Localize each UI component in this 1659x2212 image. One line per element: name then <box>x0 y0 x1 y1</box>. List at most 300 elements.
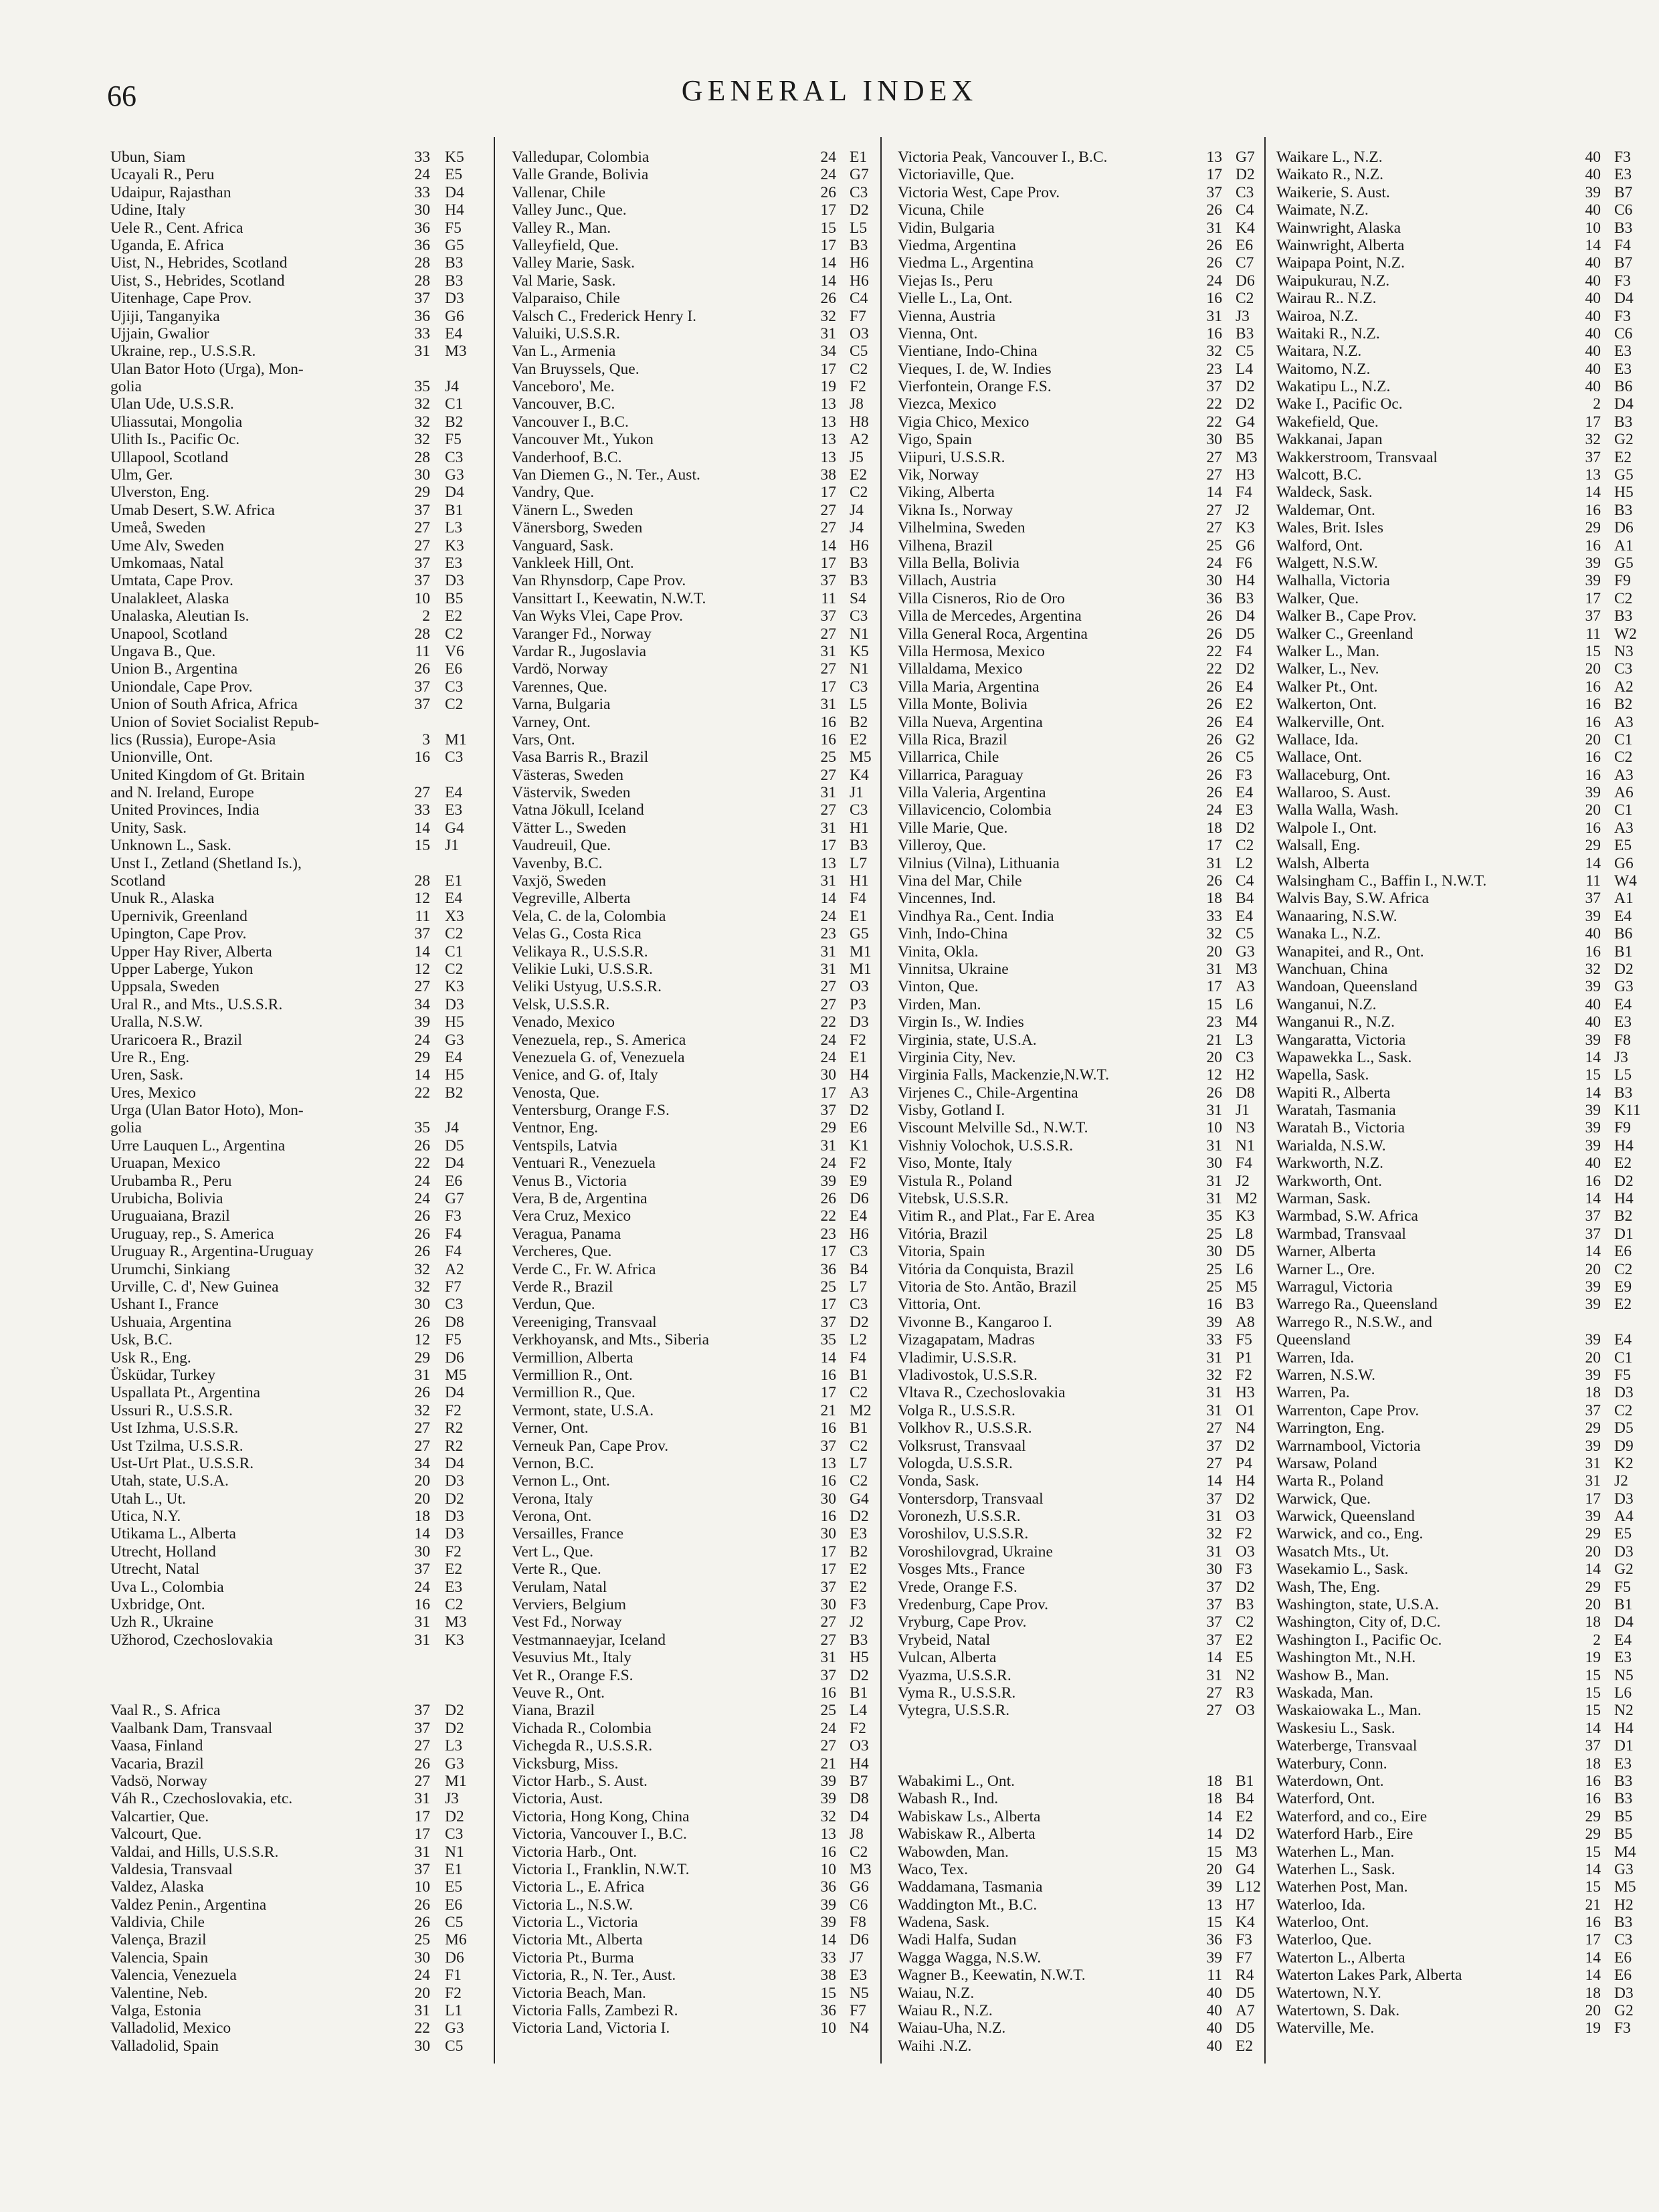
entry-page: 39 <box>1585 1366 1601 1384</box>
page-number: 66 <box>107 80 136 112</box>
entry-name: Vaalbank Dam, Transvaal <box>110 1719 273 1737</box>
entry-name: Waimate, N.Z. <box>1276 201 1369 219</box>
entry-page: 18 <box>1585 1984 1601 2002</box>
entry-page: 31 <box>414 2002 430 2020</box>
entry-name: Waiau-Uha, N.Z. <box>898 2019 1006 2037</box>
entry-grid-ref: C2 <box>1614 1260 1633 1278</box>
index-entry <box>110 1084 485 1102</box>
entry-page: 25 <box>1206 536 1222 555</box>
index-entry <box>898 466 1272 484</box>
index-entry <box>898 1314 1272 1331</box>
entry-name: Walpole I., Ont. <box>1276 819 1377 837</box>
index-entry <box>1276 1102 1651 1119</box>
index-entry <box>898 1613 1272 1631</box>
entry-name: Ussuri R., U.S.S.R. <box>110 1401 233 1419</box>
entry-name: Vienna, Austria <box>898 307 996 325</box>
entry-page: 23 <box>1206 1013 1222 1031</box>
index-entry <box>1276 449 1651 466</box>
entry-grid-ref: H1 <box>850 872 869 890</box>
entry-grid-ref: J2 <box>1236 1172 1250 1190</box>
index-entry <box>512 801 886 819</box>
entry-grid-ref: L12 <box>1236 1878 1261 1896</box>
entry-grid-ref: C3 <box>850 678 868 696</box>
entry-grid-ref: C2 <box>850 484 868 502</box>
entry-grid-ref: G3 <box>1614 978 1634 996</box>
entry-name: Warren, N.S.W. <box>1276 1366 1375 1384</box>
entry-page: 28 <box>414 872 430 890</box>
entry-grid-ref: C6 <box>850 1896 868 1914</box>
index-entry <box>1276 166 1651 183</box>
index-entry <box>110 201 485 219</box>
entry-name: Venice, and G. of, Italy <box>512 1066 658 1084</box>
entry-grid-ref: E2 <box>850 1578 868 1596</box>
index-entry <box>512 1631 886 1649</box>
entry-page: 34 <box>820 342 836 361</box>
index-entry <box>110 148 485 166</box>
entry-grid-ref: F2 <box>445 1542 462 1561</box>
entry-page: 39 <box>1585 1331 1601 1349</box>
entry-grid-ref: E2 <box>1614 1296 1632 1314</box>
entry-name: Veragua, Panama <box>512 1225 621 1243</box>
entry-name: Vitória da Conquista, Brazil <box>898 1260 1074 1278</box>
index-entry <box>898 1790 1272 1807</box>
entry-name: Waterberge, Transvaal <box>1276 1737 1418 1755</box>
index-entry <box>512 1843 886 1861</box>
entry-page: 17 <box>1206 978 1222 996</box>
index-entry <box>898 1013 1272 1031</box>
index-entry <box>110 1667 485 1684</box>
entry-page: 37 <box>1585 890 1601 908</box>
entry-grid-ref: F7 <box>445 1278 462 1296</box>
entry-name: Vikna Is., Norway <box>898 501 1013 519</box>
entry-name: Wapawekka L., Sask. <box>1276 1048 1412 1066</box>
entry-page: 17 <box>1585 1931 1601 1949</box>
index-entry <box>512 1790 886 1807</box>
entry-grid-ref: F2 <box>850 1719 866 1737</box>
entry-grid-ref: A7 <box>1236 2002 1255 2020</box>
entry-page: 32 <box>1206 342 1222 361</box>
index-entry <box>512 943 886 961</box>
entry-grid-ref: H3 <box>1236 1384 1255 1402</box>
index-entry <box>110 484 485 501</box>
entry-name: Wallace, Ida. <box>1276 730 1359 748</box>
index-entry <box>898 996 1272 1013</box>
index-entry <box>1276 678 1651 696</box>
entry-name: Warner L., Ore. <box>1276 1260 1375 1278</box>
entry-grid-ref: D6 <box>445 1948 464 1967</box>
entry-page: 27 <box>1206 1702 1222 1720</box>
entry-grid-ref: D4 <box>1614 1613 1634 1631</box>
index-entry <box>110 395 485 413</box>
entry-page: 34 <box>414 995 430 1013</box>
index-entry <box>110 925 485 942</box>
entry-name: Urubicha, Bolivia <box>110 1190 223 1208</box>
entry-grid-ref: E2 <box>1236 696 1254 714</box>
entry-name: Wanaka L., N.Z. <box>1276 925 1381 943</box>
entry-grid-ref: C2 <box>1236 1613 1254 1631</box>
entry-grid-ref: C5 <box>1236 748 1254 767</box>
entry-name: Veuve R., Ont. <box>512 1684 605 1702</box>
entry-name: Walvis Bay, S.W. Africa <box>1276 890 1430 908</box>
entry-grid-ref: F5 <box>1614 1578 1631 1596</box>
entry-page: 37 <box>414 1719 430 1737</box>
entry-name: Warrenton, Cape Prov. <box>1276 1401 1420 1419</box>
entry-page: 39 <box>1585 1119 1601 1137</box>
entry-grid-ref: E4 <box>850 1207 868 1225</box>
entry-name: Vinton, Que. <box>898 978 979 996</box>
entry-name: Voroshilovgrad, Ukraine <box>898 1542 1053 1561</box>
entry-page: 15 <box>1585 1066 1601 1084</box>
entry-grid-ref: D2 <box>1236 1825 1255 1843</box>
index-entry <box>110 1525 485 1542</box>
entry-name: Valladolid, Spain <box>110 2037 219 2055</box>
index-entry <box>898 1596 1272 1613</box>
entry-page: 39 <box>1585 1278 1601 1296</box>
index-column-4 <box>1276 148 1651 2037</box>
entry-page: 27 <box>414 1437 430 1455</box>
entry-page: 25 <box>820 1702 836 1720</box>
index-entry <box>898 1137 1272 1154</box>
entry-page: 27 <box>414 978 430 996</box>
entry-page: 26 <box>1206 678 1222 696</box>
entry-grid-ref: D5 <box>445 1136 464 1154</box>
entry-name: Unknown L., Sask. <box>110 837 231 855</box>
entry-name: Warialda, N.S.W. <box>1276 1136 1386 1154</box>
entry-name: Waterloo, Ont. <box>1276 1914 1369 1932</box>
index-entry <box>898 890 1272 907</box>
entry-name: Üsküdar, Turkey <box>110 1366 216 1384</box>
entry-name: Walsall, Eng. <box>1276 837 1361 855</box>
index-entry <box>898 590 1272 607</box>
index-entry <box>1276 1861 1651 1878</box>
index-entry <box>1276 342 1651 360</box>
entry-grid-ref: F9 <box>1614 572 1631 590</box>
entry-name: Vytegra, U.S.S.R. <box>898 1702 1010 1720</box>
entry-grid-ref: L5 <box>850 696 868 714</box>
entry-page: 14 <box>1206 1825 1222 1843</box>
entry-name: Villa Bella, Bolivia <box>898 554 1019 572</box>
entry-grid-ref: J1 <box>445 837 459 855</box>
index-entry <box>512 925 886 942</box>
entry-grid-ref: A3 <box>1614 819 1634 837</box>
index-entry <box>898 1402 1272 1419</box>
entry-page: 27 <box>820 1737 836 1755</box>
index-entry <box>512 1861 886 1878</box>
entry-name: Vermont, state, U.S.A. <box>512 1401 654 1419</box>
entry-page: 33 <box>1206 907 1222 925</box>
entry-page: 2 <box>1593 1631 1601 1649</box>
index-entry <box>110 1896 485 1914</box>
entry-name: Vasa Barris R., Brazil <box>512 748 649 767</box>
entry-grid-ref: B3 <box>445 272 464 290</box>
entry-grid-ref: E2 <box>1236 1631 1254 1649</box>
entry-page: 16 <box>414 1596 430 1614</box>
entry-grid-ref: H6 <box>850 272 869 290</box>
entry-name: Ucayali R., Peru <box>110 166 215 184</box>
entry-page: 31 <box>820 1649 836 1667</box>
entry-name: Vitória, Brazil <box>898 1225 988 1243</box>
entry-name: Waddamana, Tasmania <box>898 1878 1043 1896</box>
entry-grid-ref: H4 <box>850 1754 869 1773</box>
entry-grid-ref: G3 <box>1614 1860 1634 1878</box>
entry-grid-ref: K4 <box>850 766 869 784</box>
index-entry <box>898 395 1272 413</box>
entry-page: 37 <box>820 1666 836 1684</box>
entry-page: 21 <box>1585 1896 1601 1914</box>
index-entry <box>1276 1808 1651 1825</box>
entry-page: 16 <box>1206 1296 1222 1314</box>
entry-grid-ref: M3 <box>445 1613 467 1631</box>
index-entry <box>512 1066 886 1084</box>
entry-name: Vittoria, Ont. <box>898 1296 981 1314</box>
entry-page: 15 <box>820 1984 836 2002</box>
entry-grid-ref: M3 <box>1236 1843 1258 1861</box>
entry-grid-ref: D5 <box>1614 1419 1634 1437</box>
entry-page: 2 <box>422 607 430 625</box>
entry-name: Warman, Sask. <box>1276 1190 1371 1208</box>
entry-name: Washington Mt., N.H. <box>1276 1649 1416 1667</box>
entry-grid-ref: G2 <box>1614 1561 1634 1579</box>
entry-name: Wallaroo, S. Aust. <box>1276 784 1391 802</box>
entry-grid-ref: D6 <box>1614 519 1634 537</box>
entry-page: 26 <box>1206 696 1222 714</box>
entry-grid-ref: G2 <box>1614 431 1634 449</box>
index-entry <box>1276 1631 1651 1649</box>
entry-page: 27 <box>414 1419 430 1437</box>
entry-name: Victoria L., E. Africa <box>512 1878 645 1896</box>
entry-page: 31 <box>820 784 836 802</box>
entry-page: 16 <box>820 1366 836 1384</box>
entry-grid-ref: L6 <box>1236 995 1254 1013</box>
entry-name: Warkworth, N.Z. <box>1276 1154 1383 1173</box>
entry-name: golia <box>110 1119 142 1137</box>
index-entry <box>1276 1896 1651 1914</box>
entry-grid-ref: S4 <box>850 589 866 607</box>
entry-name: Vernon L., Ont. <box>512 1472 610 1490</box>
entry-name: Van L., Armenia <box>512 342 616 361</box>
entry-name: Virginia Falls, Mackenzie,N.W.T. <box>898 1066 1109 1084</box>
entry-grid-ref: G5 <box>1614 466 1634 484</box>
entry-grid-ref: F3 <box>1614 272 1631 290</box>
index-entry <box>898 1861 1272 1878</box>
index-entry <box>1276 201 1651 219</box>
index-entry <box>512 1437 886 1455</box>
entry-name: Waterloo, Que. <box>1276 1931 1372 1949</box>
entry-name: Ulith Is., Pacific Oc. <box>110 431 240 449</box>
entry-grid-ref: D4 <box>1236 607 1255 625</box>
entry-page: 18 <box>414 1508 430 1526</box>
index-entry <box>1276 502 1651 519</box>
entry-grid-ref: C2 <box>1614 1401 1633 1419</box>
entry-page: 23 <box>820 1225 836 1243</box>
entry-grid-ref: D2 <box>1236 1490 1255 1508</box>
index-entry <box>512 731 886 748</box>
entry-name: Valley Marie, Sask. <box>512 254 636 272</box>
entry-page: 26 <box>1206 872 1222 890</box>
entry-grid-ref: F9 <box>1614 1119 1631 1137</box>
entry-grid-ref: M2 <box>1236 1190 1258 1208</box>
entry-page: 40 <box>1585 201 1601 219</box>
entry-grid-ref: G3 <box>445 2019 464 2037</box>
entry-grid-ref: D2 <box>850 201 869 219</box>
entry-name: Washington, City of, D.C. <box>1276 1613 1441 1631</box>
entry-name: Vancouver Mt., Yukon <box>512 431 654 449</box>
index-entry <box>1276 1278 1651 1296</box>
index-entry <box>110 1579 485 1596</box>
index-entry <box>1276 1720 1651 1737</box>
entry-name: Umeå, Sweden <box>110 519 206 537</box>
index-entry <box>898 1631 1272 1649</box>
entry-name: Ventersburg, Orange F.S. <box>512 1102 670 1120</box>
entry-grid-ref: G6 <box>1614 854 1634 872</box>
entry-grid-ref: M3 <box>445 342 467 361</box>
entry-page: 22 <box>1206 395 1222 413</box>
index-entry <box>898 484 1272 501</box>
entry-name: Valledupar, Colombia <box>512 148 650 166</box>
index-entry <box>1276 1702 1651 1719</box>
index-entry <box>110 1878 485 1896</box>
index-entry <box>110 1967 485 1984</box>
entry-name: Verulam, Natal <box>512 1578 607 1596</box>
entry-grid-ref: B3 <box>850 572 868 590</box>
entry-name: Villa Valeria, Argentina <box>898 784 1046 802</box>
index-entry <box>512 607 886 625</box>
entry-name: Warrego Ra., Queensland <box>1276 1296 1438 1314</box>
entry-grid-ref: E3 <box>1614 360 1632 378</box>
entry-page: 37 <box>1585 607 1601 625</box>
entry-page: 10 <box>414 1878 430 1896</box>
entry-page: 14 <box>1206 1649 1222 1667</box>
entry-grid-ref: D2 <box>850 1508 869 1526</box>
index-entry <box>512 1773 886 1790</box>
entry-name: United Provinces, India <box>110 801 260 819</box>
entry-name: Villa Nueva, Argentina <box>898 713 1043 731</box>
index-entry <box>110 625 485 643</box>
index-entry <box>110 678 485 696</box>
entry-page: 37 <box>1206 1490 1222 1508</box>
entry-page: 20 <box>1585 801 1601 819</box>
entry-name: Valley R., Man. <box>512 219 611 237</box>
index-entry <box>1276 1490 1651 1508</box>
entry-grid-ref: E3 <box>445 801 463 819</box>
index-entry <box>512 1702 886 1719</box>
entry-name: Waterdown, Ont. <box>1276 1772 1384 1790</box>
entry-page: 27 <box>820 1613 836 1631</box>
entry-name: Van Wyks Vlei, Cape Prov. <box>512 607 683 625</box>
entry-grid-ref: D3 <box>445 290 464 308</box>
index-entry <box>512 290 886 307</box>
entry-name: Vinnitsa, Ukraine <box>898 960 1009 978</box>
index-entry <box>512 890 886 907</box>
entry-page: 26 <box>1206 1084 1222 1102</box>
entry-page: 29 <box>414 1048 430 1066</box>
entry-grid-ref: F2 <box>445 1984 462 2002</box>
entry-grid-ref: J4 <box>850 519 864 537</box>
entry-grid-ref: A3 <box>1614 766 1634 784</box>
entry-grid-ref: D3 <box>445 1472 464 1490</box>
entry-grid-ref: M5 <box>1614 1878 1636 1896</box>
entry-grid-ref: C3 <box>1236 183 1254 201</box>
entry-page: 37 <box>1585 448 1601 466</box>
entry-grid-ref: G5 <box>850 925 869 943</box>
index-entry <box>898 361 1272 378</box>
entry-page: 36 <box>1206 1931 1222 1949</box>
entry-grid-ref: E3 <box>1236 801 1254 819</box>
index-entry <box>1276 1261 1651 1278</box>
entry-page: 36 <box>820 2002 836 2020</box>
entry-page: 11 <box>821 589 836 607</box>
index-entry <box>898 254 1272 272</box>
entry-page: 40 <box>1585 1013 1601 1031</box>
entry-page: 30 <box>1206 1243 1222 1261</box>
entry-page: 15 <box>820 219 836 237</box>
entry-page: 39 <box>820 1772 836 1790</box>
entry-name: Ukraine, rep., U.S.S.R. <box>110 342 256 361</box>
entry-grid-ref: F3 <box>1614 2019 1631 2037</box>
entry-grid-ref: F3 <box>1614 148 1631 166</box>
index-entry <box>512 484 886 501</box>
entry-page: 37 <box>1206 1613 1222 1631</box>
entry-page: 24 <box>820 907 836 925</box>
index-entry <box>110 1455 485 1472</box>
entry-name: Waterford, and co., Eire <box>1276 1807 1428 1825</box>
entry-page: 16 <box>1585 748 1601 767</box>
entry-grid-ref: F2 <box>1236 1366 1252 1384</box>
entry-page: 37 <box>414 554 430 572</box>
entry-page: 39 <box>1585 784 1601 802</box>
entry-page: 40 <box>1585 360 1601 378</box>
entry-grid-ref: A1 <box>1614 890 1634 908</box>
entry-page: 26 <box>1206 236 1222 254</box>
entry-page: 26 <box>820 183 836 201</box>
index-entry <box>1276 1419 1651 1437</box>
index-column-1 <box>110 148 485 2055</box>
entry-grid-ref: F2 <box>850 378 866 396</box>
index-entry <box>110 308 485 325</box>
entry-page: 32 <box>1206 1525 1222 1543</box>
entry-grid-ref: B3 <box>1614 1772 1633 1790</box>
index-entry <box>110 1543 485 1561</box>
entry-name: Vosges Mts., France <box>898 1561 1026 1579</box>
index-entry <box>898 219 1272 237</box>
entry-name: Victoria I., Franklin, N.W.T. <box>512 1860 690 1878</box>
entry-grid-ref: R3 <box>1236 1684 1254 1702</box>
entry-name: Wasekamio L., Sask. <box>1276 1561 1409 1579</box>
index-entry <box>898 660 1272 678</box>
entry-name: Waikerie, S. Aust. <box>1276 183 1390 201</box>
index-entry <box>512 819 886 837</box>
index-entry <box>1276 395 1651 413</box>
entry-name: Vidin, Bulgaria <box>898 219 995 237</box>
entry-page: 26 <box>414 1313 430 1331</box>
index-entry <box>110 961 485 978</box>
entry-page: 40 <box>1585 378 1601 396</box>
index-entry <box>110 872 485 890</box>
entry-page: 32 <box>1206 925 1222 943</box>
entry-name: Vishniy Volochok, U.S.S.R. <box>898 1136 1074 1154</box>
index-entry <box>898 1967 1272 1984</box>
entry-grid-ref: L6 <box>1236 1260 1254 1278</box>
index-entry <box>1276 837 1651 854</box>
index-entry <box>512 1331 886 1348</box>
entry-grid-ref: E5 <box>445 166 463 184</box>
entry-grid-ref: K4 <box>1236 1914 1255 1932</box>
index-entry <box>898 1367 1272 1384</box>
entry-page: 40 <box>1585 307 1601 325</box>
entry-page: 17 <box>820 201 836 219</box>
entry-page: 20 <box>1585 1596 1601 1614</box>
entry-page: 39 <box>1585 1508 1601 1526</box>
